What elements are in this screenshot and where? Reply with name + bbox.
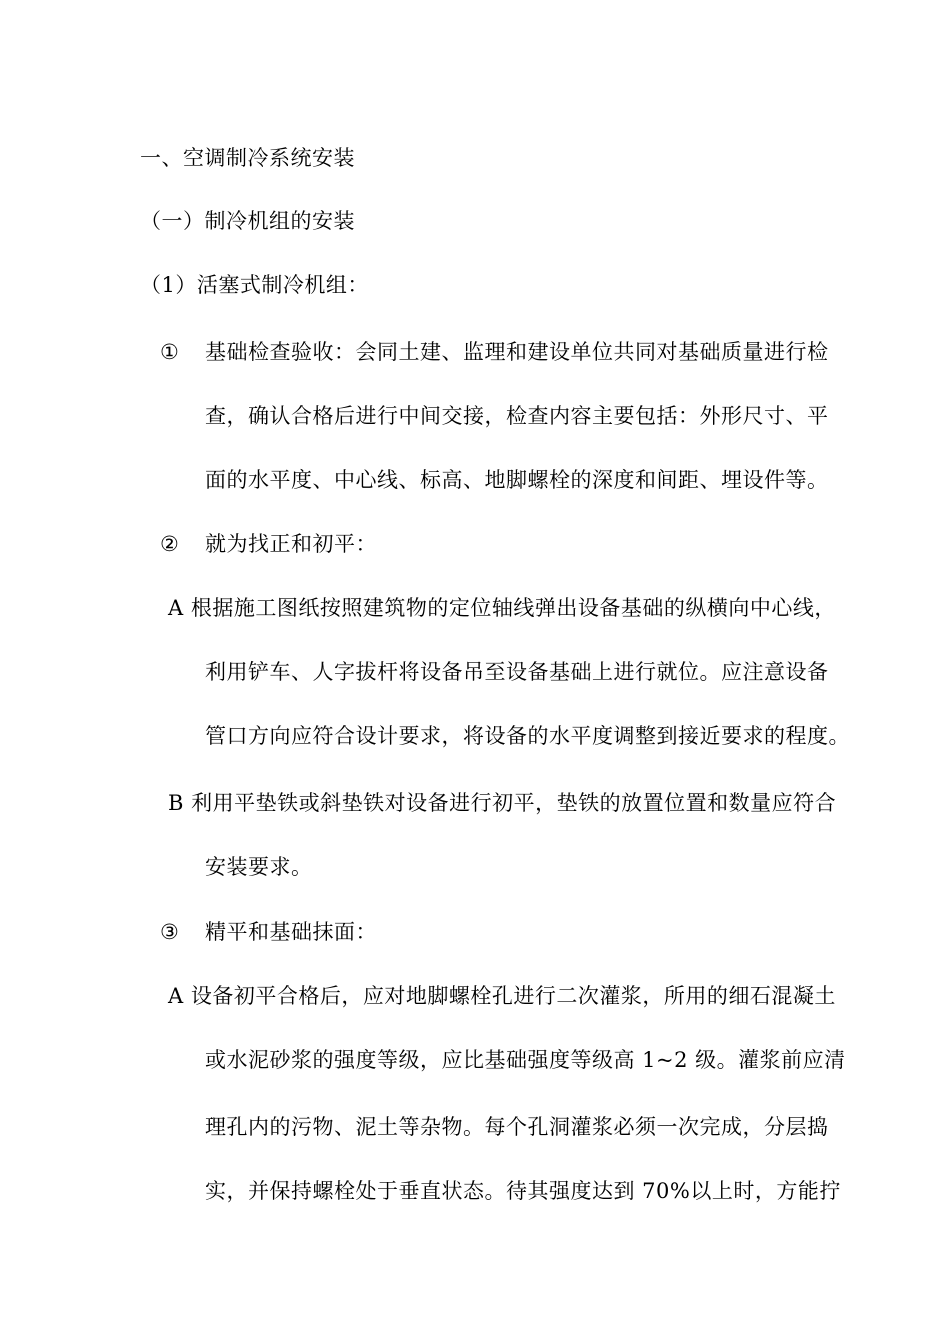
item2-point-a-line-1: A 根据施工图纸按照建筑物的定位轴线弹出设备基础的纵横向中心线， — [168, 596, 836, 620]
item3-point-a-line-3: 理孔内的污物、泥土等杂物。每个孔洞灌浆必须一次完成，分层捣 — [205, 1115, 829, 1139]
item-marker-1: ① — [160, 340, 179, 364]
item3-title: 精平和基础抹面： — [205, 920, 377, 944]
sub-subsection-heading: （1）活塞式制冷机组： — [140, 273, 369, 297]
item3-point-a-line-4: 实，并保持螺栓处于垂直状态。待其强度达到 70%以上时，方能拧 — [205, 1179, 841, 1203]
item2-point-a-line-2: 利用铲车、人字拔杆将设备吊至设备基础上进行就位。应注意设备 — [205, 660, 829, 684]
item1-line-3: 面的水平度、中心线、标高、地脚螺栓的深度和间距、埋设件等。 — [205, 468, 829, 492]
item3-point-a-line-1: A 设备初平合格后，应对地脚螺栓孔进行二次灌浆，所用的细石混凝土 — [168, 984, 836, 1008]
item1-line-2: 查，确认合格后进行中间交接，检查内容主要包括：外形尺寸、平 — [205, 404, 829, 428]
item1-line-1: 基础检查验收：会同土建、监理和建设单位共同对基础质量进行检 — [205, 340, 829, 364]
item2-point-b-line-1: B 利用平垫铁或斜垫铁对设备进行初平，垫铁的放置位置和数量应符合 — [168, 791, 837, 815]
item-marker-2: ② — [160, 532, 179, 556]
section-heading: 一、空调制冷系统安装 — [140, 146, 355, 170]
item2-point-a-line-3: 管口方向应符合设计要求，将设备的水平度调整到接近要求的程度。 — [205, 724, 850, 748]
item-marker-3: ③ — [160, 920, 179, 944]
item2-title: 就为找正和初平： — [205, 532, 377, 556]
subsection-heading: （一）制冷机组的安装 — [140, 209, 355, 233]
item3-point-a-line-2: 或水泥砂浆的强度等级，应比基础强度等级高 1~2 级。灌浆前应清 — [205, 1048, 846, 1072]
item2-point-b-line-2: 安装要求。 — [205, 855, 313, 879]
